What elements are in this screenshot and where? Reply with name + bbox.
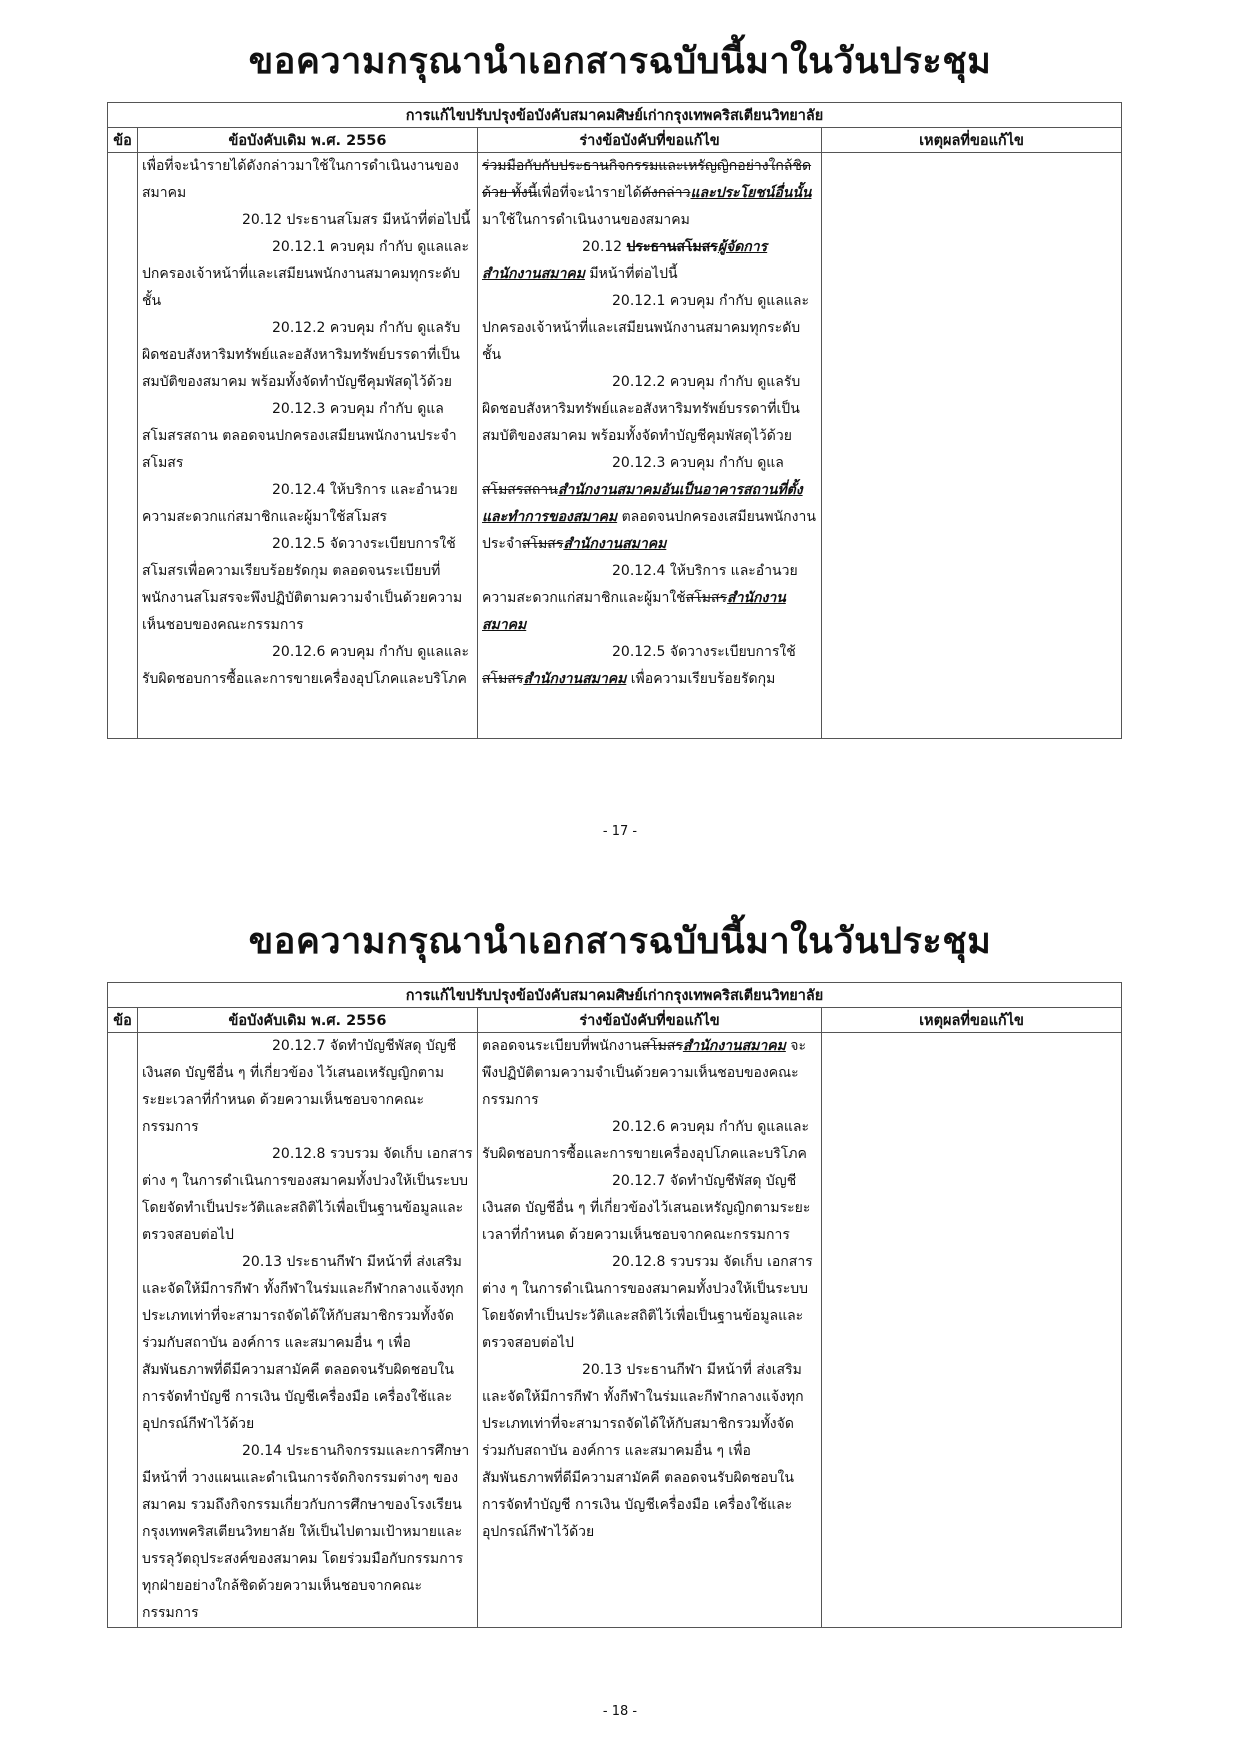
original-para: 20.12.6 ควบคุม กำกับ ดูแลและรับผิดชอบการซื้อและการขายเครื่องอุปโภคและบริโภค xyxy=(142,644,470,687)
no-cell xyxy=(108,1033,138,1628)
draft-para: 20.12.2 ควบคุม กำกับ ดูแลรับผิดชอบสังหาริมทรัพย์และอสังหาริมทรัพย์บรรดาที่เป็นสมบัติของสมาคม พร้อมทั้งจัดทำบัญชีคุมพัสดุไว้ด้วย xyxy=(482,374,801,444)
original-para: 20.12.7 จัดทำบัญชีพัสดุ บัญชีเงินสด บัญชีอื่น ๆ ที่เกี่ยวข้อง ไว้เสนอเหรัญญิกตามระยะเวลาที่กำหนด ด้วยความเห็นชอบจากคณะกรรมการ xyxy=(142,1038,457,1135)
reason-cell xyxy=(822,153,1122,739)
draft-text: ตลอดจนปกครองเสมียนพนักงานประจำ xyxy=(482,509,816,552)
col-header-draft: ร่างข้อบังคับที่ขอแก้ไข xyxy=(478,1008,822,1033)
draft-text: มาใช้ในการดำเนินงานของสมาคม xyxy=(482,212,690,228)
draft-para: 20.12.8 รวบรวม จัดเก็บ เอกสารต่าง ๆ ในการดำเนินการของสมาคมทั้งปวงให้เป็นระบบ โดยจัดทำเป็นประวัติและสถิติไว้เพื่อเป็นฐานข้อมูลและตรวจสอบต่อไป xyxy=(482,1254,813,1351)
col-header-original: ข้อบังคับเดิม พ.ศ. 2556 xyxy=(138,128,478,153)
no-cell xyxy=(108,153,138,739)
draft-para xyxy=(482,558,817,639)
col-header-reason: เหตุผลที่ขอแก้ไข xyxy=(822,1008,1122,1033)
draft-cell xyxy=(478,1033,822,1628)
inserted-text: และประโยชน์อื่นนั้น xyxy=(690,185,812,201)
draft-para xyxy=(482,153,817,234)
draft-cell xyxy=(478,153,822,739)
original-cell xyxy=(138,1033,478,1628)
draft-para: 20.12.7 จัดทำบัญชีพัสดุ บัญชีเงินสด บัญชีอื่น ๆ ที่เกี่ยวข้องไว้เสนอเหรัญญิกตามระยะเวลาที่กำหนด ด้วยความเห็นชอบจากคณะกรรมการ xyxy=(482,1173,811,1243)
draft-para xyxy=(482,639,817,693)
deleted-text: สโมสร xyxy=(685,590,728,606)
deleted-text: ดังกล่าว xyxy=(641,185,691,201)
page-number: - 18 - xyxy=(602,1704,638,1719)
draft-text: 20.12.3 ควบคุม กำกับ ดูแล xyxy=(612,455,784,471)
table-title: การแก้ไขปรับปรุงข้อบังคับสมาคมศิษย์เก่ากรุงเทพคริสเตียนวิทยาลัย xyxy=(108,983,1122,1008)
draft-para xyxy=(482,450,817,558)
page-banner: ขอความกรุณานำเอกสารฉบับนี้มาในวันประชุม xyxy=(248,921,992,962)
draft-text: จะพึงปฏิบัติตามความจำเป็นด้วยความเห็นชอบของคณะกรรมการ xyxy=(482,1038,807,1108)
page-number: - 17 - xyxy=(602,824,638,839)
original-para: 20.12 ประธานสโมสร มีหน้าที่ต่อไปนี้ xyxy=(242,212,471,228)
amendment-table xyxy=(107,102,1122,739)
draft-text: มีหน้าที่ต่อไปนี้ xyxy=(589,266,678,282)
col-header-no: ข้อ xyxy=(108,1008,138,1033)
draft-text: 20.12 xyxy=(582,239,623,255)
original-para: 20.13 ประธานกีฬา มีหน้าที่ ส่งเสริมและจัดให้มีการกีฬา ทั้งกีฬาในร่มและกีฬากลางแจ้งทุกประเภทเท่าที่จะสามารถจัดได้ให้กับสมาชิกรวมทั้งจัดร่วมกับสถาบัน องค์การ และสมาคมอื่น ๆ เพื่อสัมพันธภาพที่ดีมีความสามัคคี ตลอดจนรับผิดชอบในการจัดทำบัญชี การเงิน บัญชีเครื่องมือ เครื่องใช้และอุปกรณ์กีฬาไว้ด้วย xyxy=(142,1254,464,1432)
original-para: 20.12.1 ควบคุม กำกับ ดูแลและปกครองเจ้าหน้าที่และเสมียนพนักงานสมาคมทุกระดับชั้น xyxy=(142,239,470,309)
draft-para xyxy=(482,1033,817,1114)
draft-text: 20.12.4 ให้บริการ และอำนวยความสะดวกแก่สมาชิกและผู้มาใช้ xyxy=(482,563,798,606)
draft-para: 20.13 ประธานกีฬา มีหน้าที่ ส่งเสริมและจัดให้มีการกีฬา ทั้งกีฬาในร่มและกีฬากลางแจ้งทุกประเภทเท่าที่จะสามารถจัดได้ให้กับสมาชิกรวมทั้งจัดร่วมกับสถาบัน องค์การ และสมาคมอื่น ๆ เพื่อสัมพันธภาพที่ดีมีความสามัคคี ตลอดจนรับผิดชอบในการจัดทำบัญชี การเงิน บัญชีเครื่องมือ เครื่องใช้และอุปกรณ์กีฬาไว้ด้วย xyxy=(482,1362,804,1540)
col-header-draft: ร่างข้อบังคับที่ขอแก้ไข xyxy=(478,128,822,153)
deleted-text: ร่วมมือกับกับประธานกิจกรรมและเหรัญญิกอย่างใกล้ชิดด้วย ทั้งนี้ xyxy=(482,158,812,201)
draft-para xyxy=(482,234,817,288)
draft-text: ตลอดจนระเบียบที่พนักงาน xyxy=(482,1038,642,1054)
table-title: การแก้ไขปรับปรุงข้อบังคับสมาคมศิษย์เก่ากรุงเทพคริสเตียนวิทยาลัย xyxy=(108,103,1122,128)
col-header-reason: เหตุผลที่ขอแก้ไข xyxy=(822,128,1122,153)
original-para: 20.14 ประธานกิจกรรมและการศึกษา มีหน้าที่ วางแผนและดำเนินการจัดกิจกรรมต่างๆ ของสมาคม รวมถึงกิจกรรมเกี่ยวกับการศึกษาของโรงเรียนกรุงเทพคริสเตียนวิทยาลัย ให้เป็นไปตามเป้าหมายและบรรลุวัตถุประสงค์ของสมาคม โดยร่วมมือกับกรรมการทุกฝ่ายอย่างใกล้ชิดด้วยความเห็นชอบจากคณะกรรมการ xyxy=(142,1443,470,1621)
deleted-text: สโมสร xyxy=(522,536,564,552)
original-para: 20.12.3 ควบคุม กำกับ ดูแลสโมสรสถาน ตลอดจนปกครองเสมียนพนักงานประจำสโมสร xyxy=(142,401,457,471)
inserted-text: ผู้จัดการสำนักงานสมาคม xyxy=(482,239,768,282)
inserted-text: สำนักงานสมาคม xyxy=(482,590,786,633)
reason-cell xyxy=(822,1033,1122,1628)
inserted-text: สำนักงานสมาคม xyxy=(563,536,667,552)
deleted-text: สโมสรสถาน xyxy=(482,482,558,498)
draft-para: 20.12.6 ควบคุม กำกับ ดูแลและรับผิดชอบการซื้อและการขายเครื่องอุปโภคและบริโภค xyxy=(482,1119,810,1162)
amendment-table xyxy=(107,982,1122,1628)
draft-text: 20.12.5 จัดวางระเบียบการใช้ xyxy=(612,644,796,660)
original-para: เพื่อที่จะนำรายได้ดังกล่าวมาใช้ในการดำเนินงานของสมาคม xyxy=(142,158,459,201)
deleted-text: สโมสร xyxy=(482,671,524,687)
inserted-text: สำนักงานสมาคม xyxy=(523,671,627,687)
draft-text: เพื่อที่จะนำรายได้ xyxy=(537,185,642,201)
original-para: 20.12.5 จัดวางระเบียบการใช้สโมสรเพื่อความเรียบร้อยรัดกุม ตลอดจนระเบียบที่พนักงานสโมสรจะพึงปฏิบัติตามความจำเป็นด้วยความเห็นชอบของคณะกรรมการ xyxy=(142,536,463,633)
col-header-no: ข้อ xyxy=(108,128,138,153)
deleted-text: ประธานสโมสร xyxy=(626,239,718,255)
col-header-original: ข้อบังคับเดิม พ.ศ. 2556 xyxy=(138,1008,478,1033)
original-para: 20.12.8 รวบรวม จัดเก็บ เอกสารต่าง ๆ ในการดำเนินการของสมาคมทั้งปวงให้เป็นระบบ โดยจัดทำเป็นประวัติและสถิติไว้เพื่อเป็นฐานข้อมูลและตรวจสอบต่อไป xyxy=(142,1146,473,1243)
page-banner: ขอความกรุณานำเอกสารฉบับนี้มาในวันประชุม xyxy=(248,41,992,82)
deleted-text: สโมสร xyxy=(641,1038,683,1054)
inserted-text: สำนักงานสมาคมอันเป็นอาคารสถานที่ตั้งและทำการของสมาคม xyxy=(482,482,803,525)
draft-text: เพื่อความเรียบร้อยรัดกุม xyxy=(630,671,776,687)
original-para: 20.12.2 ควบคุม กำกับ ดูแลรับผิดชอบสังหาริมทรัพย์และอสังหาริมทรัพย์บรรดาที่เป็นสมบัติของสมาคม พร้อมทั้งจัดทำบัญชีคุมพัสดุไว้ด้วย xyxy=(142,320,461,390)
original-para: 20.12.4 ให้บริการ และอำนวยความสะดวกแก่สมาชิกและผู้มาใช้สโมสร xyxy=(142,482,458,525)
original-cell xyxy=(138,153,478,739)
draft-para: 20.12.1 ควบคุม กำกับ ดูแลและปกครองเจ้าหน้าที่และเสมียนพนักงานสมาคมทุกระดับชั้น xyxy=(482,293,810,363)
inserted-text: สำนักงานสมาคม xyxy=(682,1038,786,1054)
